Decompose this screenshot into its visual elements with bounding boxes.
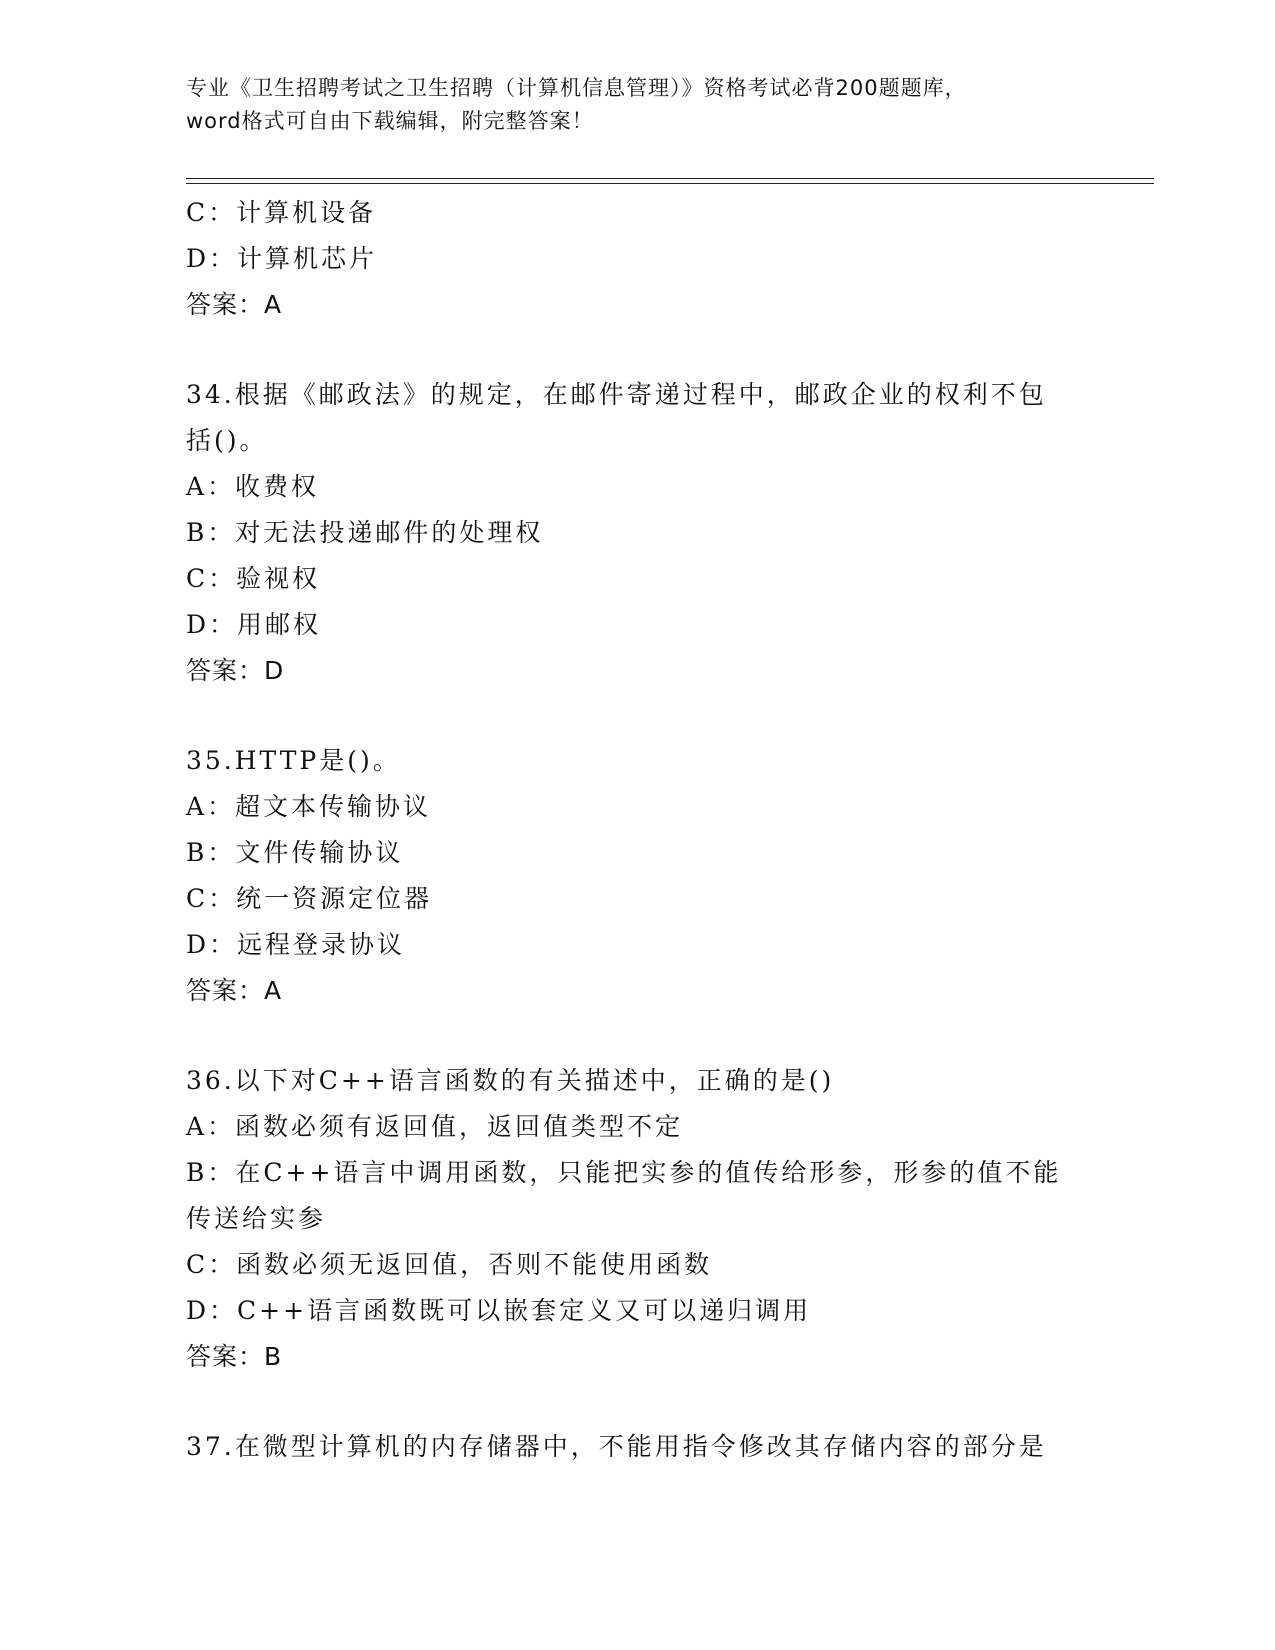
option-d: D：计算机芯片 bbox=[186, 244, 378, 273]
header-line-2: word格式可自由下载编辑，附完整答案！ bbox=[186, 109, 594, 133]
question-37 bbox=[186, 1424, 1086, 1470]
option-a: A：收费权 bbox=[186, 472, 320, 501]
option-c: C：验视权 bbox=[186, 564, 321, 593]
option-b: B：对无法投递邮件的处理权 bbox=[186, 518, 544, 547]
option-a: A：函数必须有返回值，返回值类型不定 bbox=[186, 1112, 684, 1141]
header-line-1: 专业《卫生招聘考试之卫生招聘（计算机信息管理）》资格考试必背200题题库， bbox=[186, 76, 967, 100]
answer: 答案：A bbox=[186, 976, 283, 1005]
option-d: D：远程登录协议 bbox=[186, 930, 406, 959]
answer: 答案：A bbox=[186, 290, 283, 319]
document-header bbox=[186, 72, 1086, 138]
option-b-continued: 传送给实参 bbox=[186, 1204, 327, 1233]
question-stem: 35.HTTP是()。 bbox=[186, 746, 401, 775]
option-d: D：用邮权 bbox=[186, 610, 322, 639]
option-c: C：函数必须无返回值，否则不能使用函数 bbox=[186, 1250, 713, 1279]
answer: 答案：D bbox=[186, 656, 285, 685]
question-stem: 36.以下对C++语言函数的有关描述中，正确的是() bbox=[186, 1066, 835, 1095]
option-c: C：计算机设备 bbox=[186, 198, 377, 227]
question-34 bbox=[186, 372, 1086, 694]
question-36 bbox=[186, 1058, 1086, 1380]
header-rule-bottom bbox=[186, 183, 1154, 184]
answer: 答案：B bbox=[186, 1342, 283, 1371]
option-b: B：在C++语言中调用函数，只能把实参的值传给形参，形参的值不能 bbox=[186, 1158, 1062, 1187]
question-stem: 37.在微型计算机的内存储器中，不能用指令修改其存储内容的部分是 bbox=[186, 1432, 1047, 1461]
question-35 bbox=[186, 738, 1086, 1014]
question-33 bbox=[186, 190, 1086, 328]
option-b: B：文件传输协议 bbox=[186, 838, 404, 867]
header-rule-top bbox=[186, 178, 1154, 179]
option-d: D：C++语言函数既可以嵌套定义又可以递归调用 bbox=[186, 1296, 812, 1325]
option-a: A：超文本传输协议 bbox=[186, 792, 432, 821]
question-stem-continued: 括()。 bbox=[186, 426, 268, 455]
option-c: C：统一资源定位器 bbox=[186, 884, 433, 913]
question-list bbox=[186, 190, 1086, 1470]
question-stem: 34.根据《邮政法》的规定，在邮件寄递过程中，邮政企业的权利不包 bbox=[186, 380, 1047, 409]
